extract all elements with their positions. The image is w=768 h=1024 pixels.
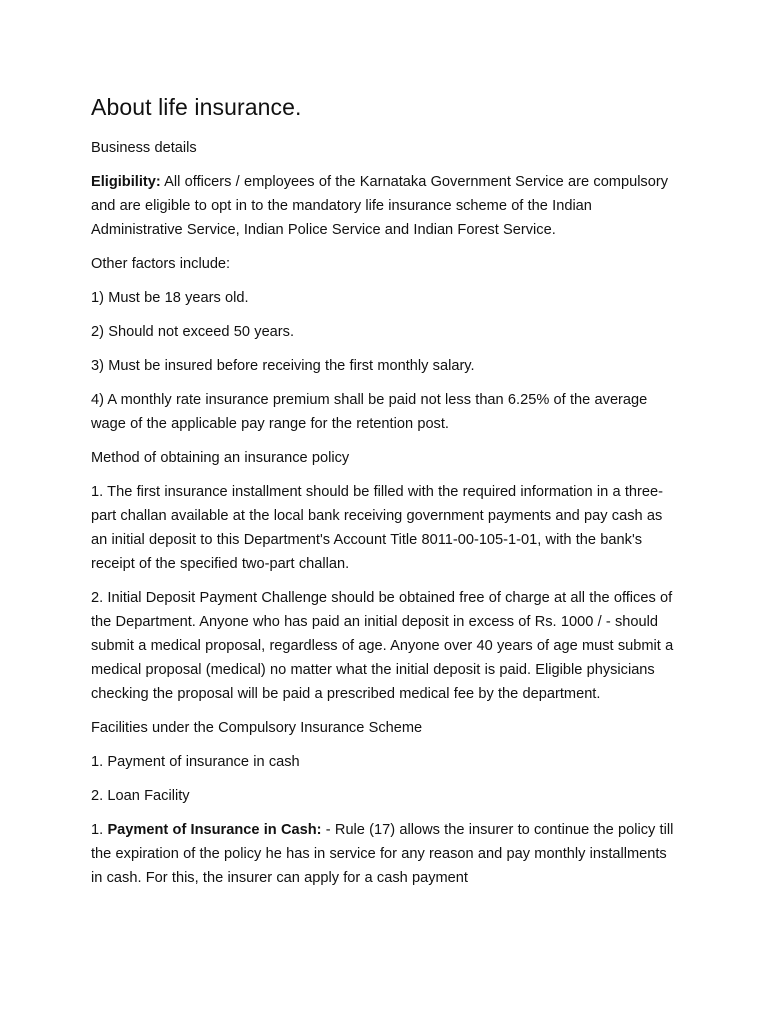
document-body bbox=[91, 92, 681, 900]
method-step: 1. The first insurance installment should be filled with the required information in a three-part challan available at the local bank receiving government payments and pay cash as an initial deposit to this Department's Account Title 8011-00-105-1-01, with the bank's receipt of the specified two-part challan. bbox=[91, 484, 663, 572]
eligibility-text: All officers / employees of the Karnataka Government Service are compulsory and are eligible to opt in to the mandatory life insurance scheme of the Indian Administrative Service, Indian Police Service and Indian Forest Service. bbox=[91, 174, 669, 238]
eligibility-paragraph bbox=[91, 170, 681, 242]
facility-item: 2. Loan Facility bbox=[91, 788, 190, 804]
method-heading: Method of obtaining an insurance policy bbox=[91, 450, 350, 466]
payment-text: - Rule (17) allows the insurer to continue the policy till the expiration of the policy he has in service for any reason and pay monthly installments in cash. For this, the insurer can apply for a cash payment bbox=[91, 822, 674, 886]
payment-number: 1. bbox=[91, 822, 108, 838]
eligibility-label: Eligibility: bbox=[91, 174, 161, 190]
page-title: About life insurance. bbox=[91, 94, 302, 120]
payment-label: Payment of Insurance in Cash: bbox=[107, 822, 322, 838]
payment-paragraph bbox=[91, 818, 681, 890]
business-details-heading: Business details bbox=[91, 140, 197, 156]
facility-item: 1. Payment of insurance in cash bbox=[91, 754, 300, 770]
factor-item: 3) Must be insured before receiving the first monthly salary. bbox=[91, 358, 475, 374]
method-step: 2. Initial Deposit Payment Challenge should be obtained free of charge at all the offices of the Department. Anyone who has paid an initial deposit in excess of Rs. 1000 / - should submit a medical proposal, regardless of age. Anyone over 40 years of age must submit a medical proposal (medical) no matter what the initial deposit is paid. Eligible physicians checking the proposal will be paid a prescribed medical fee by the department. bbox=[91, 590, 674, 702]
factor-item: 4) A monthly rate insurance premium shall be paid not less than 6.25% of the average wage of the applicable pay range for the retention post. bbox=[91, 392, 648, 432]
facilities-heading: Facilities under the Compulsory Insurance Scheme bbox=[91, 720, 423, 736]
factor-item: 1) Must be 18 years old. bbox=[91, 290, 249, 306]
other-factors-heading: Other factors include: bbox=[91, 256, 231, 272]
factor-item: 2) Should not exceed 50 years. bbox=[91, 324, 295, 340]
